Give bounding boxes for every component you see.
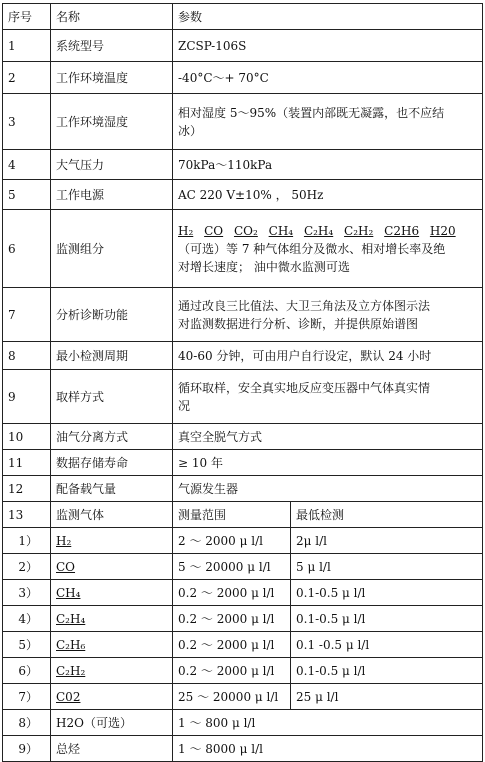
row-value: 气源发生器 (173, 476, 483, 502)
gas-no: 7） (3, 684, 51, 710)
gas-component: C2H6 (384, 223, 420, 238)
header-name: 名称 (51, 4, 173, 30)
row-no: 9 (3, 370, 51, 424)
header-no: 序号 (3, 4, 51, 30)
gas-min: 0.1 -0.5 μ l/l (291, 632, 483, 658)
gas-row (3, 684, 483, 710)
value-line: 况 (178, 398, 191, 413)
gas-no: 3） (3, 580, 51, 606)
value-line: 循环取样，安全真实地反应变压器中气体真实情 (178, 380, 431, 395)
row-name: 分析诊断功能 (51, 288, 173, 342)
gas-no: 8） (3, 710, 51, 736)
table-row (3, 210, 483, 288)
row-no: 6 (3, 210, 51, 288)
row-no: 4 (3, 150, 51, 180)
row-value (173, 370, 483, 424)
gas-component: CO₂ (233, 223, 258, 238)
table-row (3, 30, 483, 62)
row-value: 真空全脱气方式 (173, 424, 483, 450)
table-row (3, 342, 483, 370)
gas-no: 5） (3, 632, 51, 658)
row-no: 12 (3, 476, 51, 502)
gas-component: C₂H₄ (303, 223, 334, 238)
gas-range: 25 ～ 20000 μ l/l (173, 684, 291, 710)
gas-range: 2 ～ 2000 μ l/l (173, 528, 291, 554)
row-name: 工作电源 (51, 180, 173, 210)
gas-name: CO (51, 554, 173, 580)
row-no: 3 (3, 94, 51, 150)
row-no: 7 (3, 288, 51, 342)
gas-min: 2μ l/l (291, 528, 483, 554)
header-param: 参数 (173, 4, 483, 30)
gas-min: 0.1-0.5 μ l/l (291, 658, 483, 684)
row-name: 配备载气量 (51, 476, 173, 502)
table-row (3, 476, 483, 502)
gas-row (3, 554, 483, 580)
gas-name: C₂H₄ (51, 606, 173, 632)
row-value: 40-60 分钟，可由用户自行设定，默认 24 小时 (173, 342, 483, 370)
gas-name: CH₄ (51, 580, 173, 606)
row-no: 11 (3, 450, 51, 476)
row-name: 工作环境温度 (51, 62, 173, 94)
value-line: 相对湿度 5～95%（装置内部既无凝露，也不应结 (178, 105, 445, 120)
gas-min: 5 μ l/l (291, 554, 483, 580)
gas-name: H2O（可选） (51, 710, 173, 736)
row-name: 大气压力 (51, 150, 173, 180)
row-no: 10 (3, 424, 51, 450)
gas-min: 25 μ l/l (291, 684, 483, 710)
gas-name: C₂H₂ (51, 658, 173, 684)
table-row (3, 450, 483, 476)
value-line: 对监测数据进行分析、诊断，并提供原始谱图 (178, 316, 419, 331)
gas-row (3, 736, 483, 762)
gas-range: 1 ～ 8000 μ l/l (173, 736, 483, 762)
row-value: -40°C～+ 70°C (173, 62, 483, 94)
gas-range: 1 ～ 800 μ l/l (173, 710, 483, 736)
row-no: 13 (3, 502, 51, 528)
gas-min: 0.1-0.5 μ l/l (291, 606, 483, 632)
row-no: 1 (3, 30, 51, 62)
table-row (3, 62, 483, 94)
gas-no: 2） (3, 554, 51, 580)
row-no: 8 (3, 342, 51, 370)
gas-component: H20 (429, 223, 456, 238)
gas-name: 总烃 (51, 736, 173, 762)
min-header: 最低检测 (291, 502, 483, 528)
gas-range: 0.2 ～ 2000 μ l/l (173, 580, 291, 606)
gas-name: H₂ (51, 528, 173, 554)
row-name: 取样方式 (51, 370, 173, 424)
row-value: AC 220 V±10% ， 50Hz (173, 180, 483, 210)
gas-min: 0.1-0.5 μ l/l (291, 580, 483, 606)
row-name: 监测组分 (51, 210, 173, 288)
row-value (173, 94, 483, 150)
gas-range: 5 ～ 20000 μ l/l (173, 554, 291, 580)
row-value: ZCSP-106S (173, 30, 483, 62)
row-value (173, 288, 483, 342)
gas-no: 4） (3, 606, 51, 632)
spec-table (2, 3, 483, 762)
gas-row (3, 606, 483, 632)
table-row (3, 94, 483, 150)
gas-range: 0.2 ～ 2000 μ l/l (173, 658, 291, 684)
row-name: 最小检测周期 (51, 342, 173, 370)
gas-range: 0.2 ～ 2000 μ l/l (173, 606, 291, 632)
row-name: 油气分离方式 (51, 424, 173, 450)
table-row (3, 180, 483, 210)
gas-component: CH₄ (268, 223, 294, 238)
table-row (3, 424, 483, 450)
gas-row (3, 632, 483, 658)
gas-name: C02 (51, 684, 173, 710)
range-header: 测量范围 (173, 502, 291, 528)
gas-no: 6） (3, 658, 51, 684)
value-line: （可选）等 7 种气体组分及微水、相对增长率及绝 (178, 241, 446, 256)
value-line: 冰） (178, 123, 203, 138)
row-value (173, 210, 483, 288)
row-value: ≥ 10 年 (173, 450, 483, 476)
table-header-row (3, 4, 483, 30)
gas-range: 0.2 ～ 2000 μ l/l (173, 632, 291, 658)
row-no: 5 (3, 180, 51, 210)
row-name: 工作环境湿度 (51, 94, 173, 150)
gas-table-header-row (3, 502, 483, 528)
row-value: 70kPa～110kPa (173, 150, 483, 180)
gas-component: C₂H₂ (344, 223, 374, 238)
row-no: 2 (3, 62, 51, 94)
row-name: 数据存储寿命 (51, 450, 173, 476)
gas-row (3, 710, 483, 736)
table-row (3, 288, 483, 342)
gas-name: C₂H₆ (51, 632, 173, 658)
gas-component: CO (204, 223, 224, 238)
gas-no: 9） (3, 736, 51, 762)
gas-row (3, 658, 483, 684)
gas-component-list (178, 222, 477, 240)
table-row (3, 370, 483, 424)
row-name: 系统型号 (51, 30, 173, 62)
gas-no: 1） (3, 528, 51, 554)
gas-row (3, 580, 483, 606)
value-line: 对增长速度； 油中微水监测可选 (178, 259, 350, 274)
gas-component: H₂ (178, 223, 194, 238)
value-line: 通过改良三比值法、大卫三角法及立方体图示法 (178, 298, 431, 313)
gas-row (3, 528, 483, 554)
row-name: 监测气体 (51, 502, 173, 528)
table-row (3, 150, 483, 180)
